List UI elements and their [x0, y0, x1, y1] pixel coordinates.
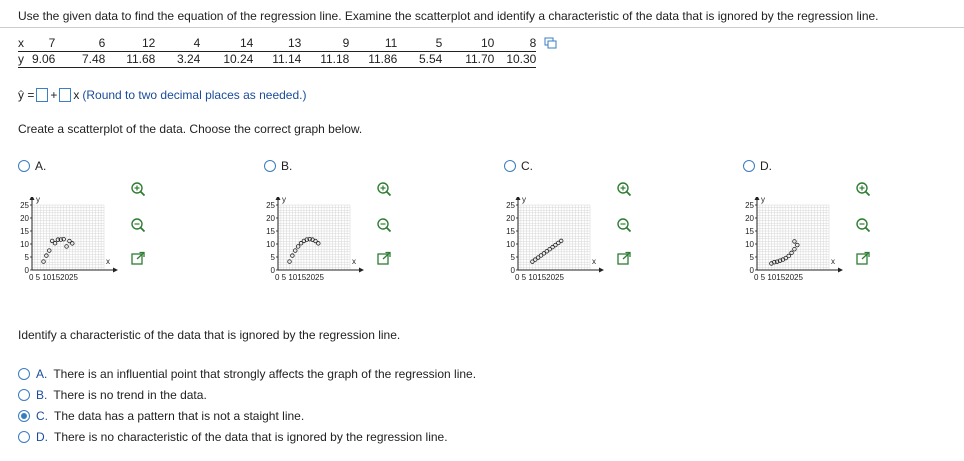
y-tick-label: 5 [270, 253, 275, 262]
characteristic-prompt: Identify a characteristic of the data that is ignored by the regression line. [18, 328, 401, 342]
graph-option-d-header[interactable] [743, 159, 772, 173]
intercept-input[interactable] [36, 88, 48, 102]
table-cell: 5.54 [397, 52, 442, 68]
option-text: There is no trend in the data. [53, 388, 207, 402]
y-tick-label: 20 [20, 214, 29, 223]
option-letter: C. [36, 409, 48, 423]
magnifier-handle [141, 192, 145, 196]
option-letter: D. [36, 430, 48, 444]
graph-option-a[interactable] [18, 159, 168, 299]
table-cell: 11.14 [253, 52, 301, 68]
x-axis-arrow [359, 268, 364, 273]
y-tick-label: 25 [20, 201, 29, 210]
option-letter: A. [35, 159, 47, 173]
option-letter: C. [521, 159, 533, 173]
y-tick-label: 25 [266, 201, 275, 210]
row-label-x: x [18, 36, 32, 52]
y-tick-label: 20 [266, 214, 275, 223]
zoom-out-icon[interactable] [855, 217, 871, 233]
y-tick-label: 10 [506, 240, 515, 249]
y-axis-label: y [36, 197, 40, 204]
magnifier-handle [387, 228, 391, 232]
table-cell: 4 [155, 36, 200, 52]
option-text: There is an influential point that strongly affects the graph of the regression line. [53, 367, 477, 381]
table-cell: 11.70 [442, 52, 494, 68]
magnifier-handle [387, 192, 391, 196]
table-cell: 7.48 [55, 52, 105, 68]
scatterplot-b [264, 197, 414, 297]
table-cell: 10 [442, 36, 494, 52]
y-tick-label: 10 [20, 240, 29, 249]
y-tick-label: 10 [266, 240, 275, 249]
table-cell: 12 [105, 36, 155, 52]
table-cell: 11.68 [105, 52, 155, 68]
magnifier-handle [141, 228, 145, 232]
x-variable: x [73, 88, 80, 102]
y-tick-label: 20 [745, 214, 754, 223]
popout-icon[interactable] [616, 251, 632, 267]
y-tick-label: 15 [266, 227, 275, 236]
table-cell: 7 [32, 36, 55, 52]
zoom-out-icon[interactable] [616, 217, 632, 233]
radio-button[interactable] [743, 160, 755, 172]
rounding-hint: (Round to two decimal places as needed.) [82, 88, 307, 102]
x-tick-labels: 0 5 10152025 [754, 273, 803, 282]
scatterplot-d [743, 197, 893, 297]
option-text: The data has a pattern that is not a staight line. [54, 409, 305, 423]
table-cell: 9.06 [32, 52, 56, 66]
magnifier-handle [627, 192, 631, 196]
y-tick-label: 5 [510, 253, 515, 262]
answer-option-b[interactable] [18, 388, 207, 402]
x-axis-label: x [352, 257, 356, 266]
y-tick-label: 20 [506, 214, 515, 223]
zoom-in-icon[interactable] [616, 181, 632, 197]
y-tick-label: 0 [510, 266, 515, 275]
plus-sign: + [50, 88, 58, 102]
row-label-y: y [18, 52, 32, 68]
divider [0, 27, 964, 28]
y-tick-label: 5 [749, 253, 754, 262]
table-cell: 8 [494, 36, 536, 52]
y-tick-label: 5 [24, 253, 29, 262]
y-tick-label: 15 [506, 227, 515, 236]
popout-icon[interactable] [376, 251, 392, 267]
table-cell: 11 [349, 36, 397, 52]
x-axis-arrow [113, 268, 118, 273]
option-letter: B. [36, 388, 48, 402]
table-cell: 13 [253, 36, 301, 52]
table-cell: 10.30 [494, 52, 536, 68]
graph-option-b[interactable] [264, 159, 414, 299]
y-tick-label: 0 [270, 266, 275, 275]
option-letter: D. [760, 159, 772, 173]
y-tick-label: 25 [745, 201, 754, 210]
popout-icon[interactable] [130, 251, 146, 267]
x-axis-label: x [831, 257, 835, 266]
radio-button[interactable] [18, 431, 30, 443]
radio-button[interactable] [18, 389, 30, 401]
scatterplot-a [18, 197, 168, 297]
x-axis-arrow [599, 268, 604, 273]
plot-grid [518, 205, 590, 270]
y-axis-label: y [282, 197, 286, 204]
radio-button[interactable] [18, 160, 30, 172]
table-cell: 10.24 [200, 52, 253, 68]
table-cell: 11.86 [349, 52, 397, 68]
table-cell: 9 [301, 36, 349, 52]
y-axis-arrow [755, 197, 760, 200]
option-letter: A. [36, 367, 48, 381]
x-tick-labels: 0 5 10152025 [29, 273, 78, 282]
scatterplot-c [504, 197, 654, 297]
zoom-out-icon[interactable] [130, 217, 146, 233]
magnifier-handle [866, 228, 870, 232]
option-letter: B. [281, 159, 293, 173]
y-tick-label: 10 [745, 240, 754, 249]
table-cell: 11.18 [301, 52, 349, 68]
graph-option-c[interactable] [504, 159, 654, 299]
x-tick-labels: 0 5 10152025 [515, 273, 564, 282]
zoom-in-icon[interactable] [376, 181, 392, 197]
zoom-in-icon[interactable] [130, 181, 146, 197]
data-table [18, 36, 536, 68]
plot-grid [757, 205, 829, 270]
y-axis-arrow [516, 197, 521, 200]
graph-option-a-header[interactable] [18, 159, 46, 173]
y-axis-arrow [276, 197, 281, 200]
y-axis-arrow [30, 197, 35, 200]
popout-icon[interactable] [855, 251, 871, 267]
y-axis-label: y [522, 197, 526, 204]
option-text: There is no characteristic of the data that is ignored by the regression line. [54, 430, 448, 444]
graph-option-c-header[interactable] [504, 159, 533, 173]
x-axis-label: x [592, 257, 596, 266]
table-cell: 3.24 [155, 52, 200, 68]
graph-option-d[interactable] [743, 159, 893, 299]
table-cell: 5 [397, 36, 442, 52]
copy-data-icon[interactable] [544, 37, 557, 49]
x-axis-arrow [838, 268, 843, 273]
x-tick-labels: 0 5 10152025 [275, 273, 324, 282]
answer-option-c[interactable] [18, 409, 304, 423]
answer-option-d[interactable] [18, 430, 448, 444]
slope-input[interactable] [59, 88, 71, 102]
y-tick-label: 25 [506, 201, 515, 210]
y-tick-label: 0 [749, 266, 754, 275]
table-cell: 6 [55, 36, 105, 52]
radio-button[interactable] [18, 368, 30, 380]
zoom-out-icon[interactable] [376, 217, 392, 233]
y-tick-label: 15 [745, 227, 754, 236]
x-axis-label: x [106, 257, 110, 266]
graph-option-b-header[interactable] [264, 159, 292, 173]
y-axis-label: y [761, 197, 765, 204]
zoom-in-icon[interactable] [855, 181, 871, 197]
y-tick-label: 15 [20, 227, 29, 236]
y-tick-label: 0 [24, 266, 29, 275]
equation-row [18, 88, 307, 102]
magnifier-handle [627, 228, 631, 232]
table-row-x [18, 36, 536, 52]
magnifier-handle [866, 192, 870, 196]
yhat-label: ŷ = [18, 88, 35, 102]
radio-button-selected[interactable] [18, 410, 30, 422]
answer-option-a[interactable] [18, 367, 476, 381]
radio-button[interactable] [264, 160, 276, 172]
instructions-text: Use the given data to find the equation of the regression line. Examine the scatterplot and identify a characteristic of the data that is ignored by the regression line. [18, 9, 879, 23]
scatterplot-prompt: Create a scatterplot of the data. Choose the correct graph below. [18, 122, 363, 136]
table-row-y [18, 52, 536, 68]
table-cell: 14 [200, 36, 253, 52]
radio-button[interactable] [504, 160, 516, 172]
